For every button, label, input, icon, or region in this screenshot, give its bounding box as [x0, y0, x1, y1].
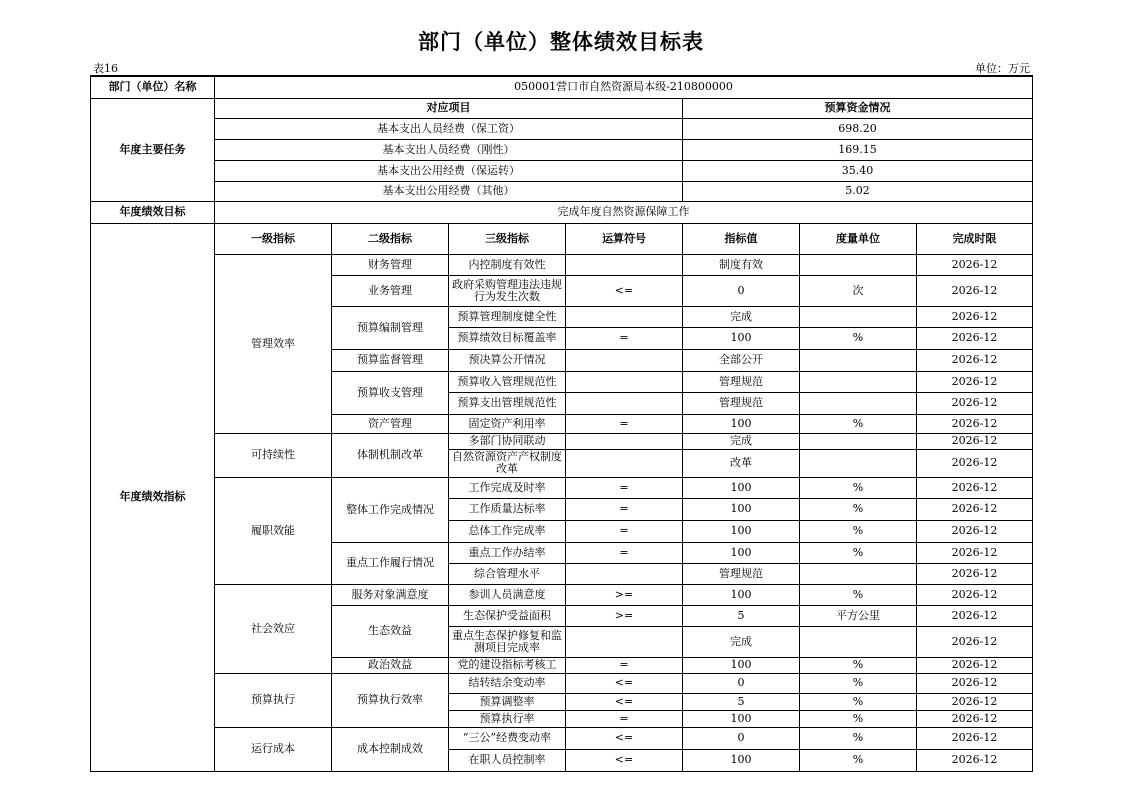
- tasks-label: 年度主要任务: [91, 98, 215, 201]
- unit-cell: %: [800, 749, 917, 771]
- level3-cell: 政府采购管理违法违规行为发生次数: [449, 275, 566, 306]
- value-cell: 0: [683, 727, 800, 749]
- deadline-cell: 2026-12: [917, 605, 1033, 626]
- level2-cell: 服务对象满意度: [332, 584, 449, 605]
- deadline-cell: 2026-12: [917, 449, 1033, 477]
- unit-cell: [800, 392, 917, 414]
- task-item: 基本支出公用经费（其他）: [215, 181, 683, 201]
- unit-cell: %: [800, 327, 917, 349]
- deadline-cell: 2026-12: [917, 498, 1033, 520]
- deadline-cell: 2026-12: [917, 275, 1033, 306]
- level3-cell: 自然资源资产产权制度改革: [449, 449, 566, 477]
- goal-value: 完成年度自然资源保障工作: [215, 201, 1033, 223]
- indicator-row: [91, 673, 1033, 693]
- operator-cell: =: [566, 414, 683, 433]
- unit-cell: %: [800, 727, 917, 749]
- indicator-row: [91, 477, 1033, 498]
- deadline-cell: 2026-12: [917, 433, 1033, 449]
- unit-cell: %: [800, 584, 917, 605]
- deadline-cell: 2026-12: [917, 477, 1033, 498]
- goal-label: 年度绩效目标: [91, 201, 215, 223]
- operator-cell: =: [566, 542, 683, 563]
- level3-cell: 工作质量达标率: [449, 498, 566, 520]
- value-cell: 管理规范: [683, 392, 800, 414]
- header-level2: 二级指标: [332, 223, 449, 254]
- operator-cell: [566, 626, 683, 657]
- header-deadline: 完成时限: [917, 223, 1033, 254]
- level2-cell: 预算编制管理: [332, 306, 449, 349]
- task-item: 基本支出人员经费（保工资）: [215, 118, 683, 139]
- level2-cell: 政治效益: [332, 657, 449, 673]
- value-cell: 100: [683, 542, 800, 563]
- level3-cell: 在职人员控制率: [449, 749, 566, 771]
- deadline-cell: 2026-12: [917, 254, 1033, 275]
- level3-cell: 结转结余变动率: [449, 673, 566, 693]
- task-item: 基本支出人员经费（刚性）: [215, 139, 683, 160]
- level2-cell: 财务管理: [332, 254, 449, 275]
- task-amount: 169.15: [683, 139, 1033, 160]
- value-cell: 改革: [683, 449, 800, 477]
- level1-cell: 履职效能: [215, 477, 332, 584]
- task-amount: 698.20: [683, 118, 1033, 139]
- operator-cell: >=: [566, 605, 683, 626]
- operator-cell: [566, 254, 683, 275]
- tasks-header-row: [91, 98, 1033, 118]
- value-cell: 100: [683, 710, 800, 727]
- level3-cell: “三公”经费变动率: [449, 727, 566, 749]
- operator-cell: [566, 349, 683, 371]
- operator-cell: <=: [566, 673, 683, 693]
- value-cell: 0: [683, 275, 800, 306]
- operator-cell: [566, 371, 683, 392]
- unit-cell: %: [800, 477, 917, 498]
- operator-cell: =: [566, 710, 683, 727]
- level2-cell: 预算收支管理: [332, 371, 449, 414]
- level2-cell: 重点工作履行情况: [332, 542, 449, 584]
- deadline-cell: 2026-12: [917, 414, 1033, 433]
- indicator-row: [91, 433, 1033, 449]
- value-cell: 100: [683, 584, 800, 605]
- level3-cell: 预算管理制度健全性: [449, 306, 566, 327]
- deadline-cell: 2026-12: [917, 626, 1033, 657]
- unit-cell: [800, 626, 917, 657]
- deadline-cell: 2026-12: [917, 371, 1033, 392]
- unit-cell: %: [800, 520, 917, 542]
- task-amount: 5.02: [683, 181, 1033, 201]
- level3-cell: 预算支出管理规范性: [449, 392, 566, 414]
- task-row: [91, 118, 1033, 139]
- unit-cell: %: [800, 710, 917, 727]
- deadline-cell: 2026-12: [917, 727, 1033, 749]
- indicator-row: [91, 727, 1033, 749]
- operator-cell: =: [566, 477, 683, 498]
- unit-cell: 平方公里: [800, 605, 917, 626]
- level3-cell: 参训人员满意度: [449, 584, 566, 605]
- indicator-row: [91, 254, 1033, 275]
- deadline-cell: 2026-12: [917, 673, 1033, 693]
- operator-cell: [566, 449, 683, 477]
- deadline-cell: 2026-12: [917, 392, 1033, 414]
- unit-cell: 次: [800, 275, 917, 306]
- tasks-col-budget: 预算资金情况: [683, 98, 1033, 118]
- header-value: 指标值: [683, 223, 800, 254]
- value-cell: 全部公开: [683, 349, 800, 371]
- operator-cell: [566, 392, 683, 414]
- value-cell: 完成: [683, 306, 800, 327]
- unit-cell: %: [800, 498, 917, 520]
- level2-cell: 成本控制成效: [332, 727, 449, 771]
- level3-cell: 预算收入管理规范性: [449, 371, 566, 392]
- value-cell: 完成: [683, 626, 800, 657]
- level3-cell: 综合管理水平: [449, 563, 566, 584]
- dept-row: [91, 76, 1033, 98]
- operator-cell: <=: [566, 727, 683, 749]
- header-unit: 度量单位: [800, 223, 917, 254]
- deadline-cell: 2026-12: [917, 710, 1033, 727]
- level2-cell: 业务管理: [332, 275, 449, 306]
- header-level3: 三级指标: [449, 223, 566, 254]
- level2-cell: 生态效益: [332, 605, 449, 657]
- level2-cell: 体制机制改革: [332, 433, 449, 477]
- unit-cell: [800, 349, 917, 371]
- level2-cell: 预算监督管理: [332, 349, 449, 371]
- operator-cell: [566, 433, 683, 449]
- level3-cell: 总体工作完成率: [449, 520, 566, 542]
- unit-cell: [800, 449, 917, 477]
- level3-cell: 预算执行率: [449, 710, 566, 727]
- performance-table: [90, 75, 1033, 772]
- tasks-col-item: 对应项目: [215, 98, 683, 118]
- level3-cell: 预决算公开情况: [449, 349, 566, 371]
- deadline-cell: 2026-12: [917, 542, 1033, 563]
- level3-cell: 内控制度有效性: [449, 254, 566, 275]
- unit-cell: [800, 306, 917, 327]
- indicator-header-row: [91, 223, 1033, 254]
- dept-label: 部门（单位）名称: [91, 76, 215, 98]
- level3-cell: 党的建设指标考核工: [449, 657, 566, 673]
- deadline-cell: 2026-12: [917, 657, 1033, 673]
- level3-cell: 生态保护受益面积: [449, 605, 566, 626]
- operator-cell: <=: [566, 749, 683, 771]
- operator-cell: =: [566, 327, 683, 349]
- value-cell: 0: [683, 673, 800, 693]
- task-item: 基本支出公用经费（保运转）: [215, 160, 683, 181]
- header-operator: 运算符号: [566, 223, 683, 254]
- value-cell: 管理规范: [683, 371, 800, 392]
- operator-cell: >=: [566, 584, 683, 605]
- operator-cell: [566, 563, 683, 584]
- deadline-cell: 2026-12: [917, 520, 1033, 542]
- operator-cell: [566, 306, 683, 327]
- indicator-row: [91, 584, 1033, 605]
- operator-cell: =: [566, 498, 683, 520]
- unit-cell: %: [800, 414, 917, 433]
- level2-cell: 整体工作完成情况: [332, 477, 449, 542]
- value-cell: 完成: [683, 433, 800, 449]
- unit-cell: %: [800, 693, 917, 710]
- level3-cell: 预算绩效目标覆盖率: [449, 327, 566, 349]
- unit-cell: [800, 254, 917, 275]
- task-row: [91, 181, 1033, 201]
- deadline-cell: 2026-12: [917, 563, 1033, 584]
- value-cell: 100: [683, 477, 800, 498]
- unit-cell: %: [800, 542, 917, 563]
- value-cell: 100: [683, 657, 800, 673]
- operator-cell: <=: [566, 275, 683, 306]
- indicators-label: 年度绩效指标: [91, 223, 215, 771]
- operator-cell: <=: [566, 693, 683, 710]
- value-cell: 5: [683, 693, 800, 710]
- deadline-cell: 2026-12: [917, 693, 1033, 710]
- value-cell: 5: [683, 605, 800, 626]
- deadline-cell: 2026-12: [917, 306, 1033, 327]
- value-cell: 100: [683, 749, 800, 771]
- value-cell: 100: [683, 498, 800, 520]
- value-cell: 100: [683, 327, 800, 349]
- value-cell: 100: [683, 414, 800, 433]
- level3-cell: 重点生态保护修复和监测项目完成率: [449, 626, 566, 657]
- level1-cell: 可持续性: [215, 433, 332, 477]
- level1-cell: 运行成本: [215, 727, 332, 771]
- page-title: 部门（单位）整体绩效目标表: [418, 30, 704, 54]
- level3-cell: 重点工作办结率: [449, 542, 566, 563]
- level2-cell: 资产管理: [332, 414, 449, 433]
- table-number: 表16: [93, 62, 118, 75]
- task-row: [91, 139, 1033, 160]
- value-cell: 100: [683, 520, 800, 542]
- unit-cell: [800, 433, 917, 449]
- level1-cell: 预算执行: [215, 673, 332, 727]
- header-level1: 一级指标: [215, 223, 332, 254]
- unit-cell: [800, 371, 917, 392]
- operator-cell: =: [566, 657, 683, 673]
- deadline-cell: 2026-12: [917, 749, 1033, 771]
- deadline-cell: 2026-12: [917, 327, 1033, 349]
- task-row: [91, 160, 1033, 181]
- task-amount: 35.40: [683, 160, 1033, 181]
- level3-cell: 预算调整率: [449, 693, 566, 710]
- value-cell: 制度有效: [683, 254, 800, 275]
- level3-cell: 固定资产利用率: [449, 414, 566, 433]
- level2-cell: 预算执行效率: [332, 673, 449, 727]
- unit-cell: %: [800, 673, 917, 693]
- deadline-cell: 2026-12: [917, 349, 1033, 371]
- deadline-cell: 2026-12: [917, 584, 1033, 605]
- unit-cell: [800, 563, 917, 584]
- unit-label: 单位：万元: [975, 62, 1030, 75]
- level1-cell: 社会效应: [215, 584, 332, 673]
- level3-cell: 工作完成及时率: [449, 477, 566, 498]
- dept-value: 050001营口市自然资源局本级-210800000: [215, 76, 1033, 98]
- value-cell: 管理规范: [683, 563, 800, 584]
- level3-cell: 多部门协同联动: [449, 433, 566, 449]
- goal-row: [91, 201, 1033, 223]
- operator-cell: =: [566, 520, 683, 542]
- level1-cell: 管理效率: [215, 254, 332, 433]
- unit-cell: %: [800, 657, 917, 673]
